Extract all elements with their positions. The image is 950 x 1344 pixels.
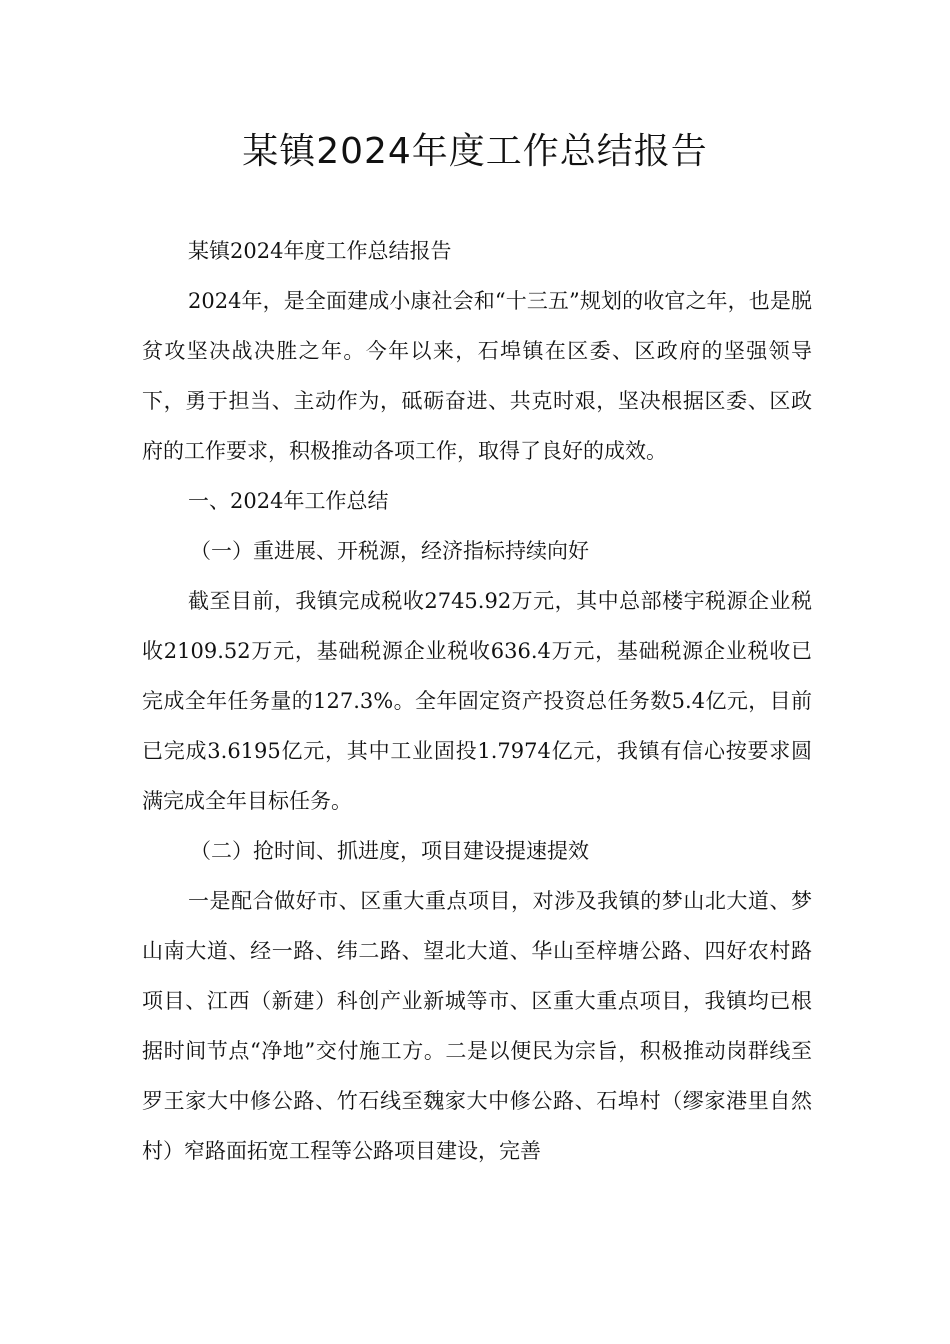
document-title: 某镇2024年度工作总结报告 xyxy=(242,131,708,172)
intro-paragraph: 2024年，是全面建成小康社会和“十三五”规划的收官之年，也是脱贫攻坚决战决胜之年。今年以来，石埠镇在区委、区政府的坚强领导下，勇于担当、主动作为，砥砺奋进、共克时艰，坚决根据区委、区政府的工作要求，积极推动各项工作，取得了良好的成效。 xyxy=(142,289,812,463)
project-paragraph: 一是配合做好市、区重大重点项目，对涉及我镇的梦山北大道、梦山南大道、经一路、纬二路、望北大道、华山至梓塘公路、四好农村路项目、江西（新建）科创产业新城等市、区重大重点项目，我镇均已根据时间节点“净地”交付施工方。二是以便民为宗旨，积极推动岗群线至罗王家大中修公路、竹石线至魏家大中修公路、石埠村（缪家港里自然村）窄路面拓宽工程等公路项目建设，完善 xyxy=(142,889,812,1163)
document-body xyxy=(142,226,812,1176)
section-heading: 一、2024年工作总结 xyxy=(188,489,389,513)
subsection-heading-1: （一）重进展、开税源，经济指标持续向好 xyxy=(190,539,589,563)
tax-paragraph: 截至目前，我镇完成税收2745.92万元，其中总部楼宇税源企业税收2109.52万元，基础税源企业税收636.4万元，基础税源企业税收已完成全年任务量的127.3%。全年固定资产投资总任务数5.4亿元，目前已完成3.6195亿元，其中工业固投1.7974亿元，我镇有信心按要求圆满完成全年目标任务。 xyxy=(142,589,812,813)
subsection-heading-2: （二）抢时间、抓进度，项目建设提速提效 xyxy=(190,839,589,863)
repeated-title-paragraph: 某镇2024年度工作总结报告 xyxy=(188,239,452,263)
